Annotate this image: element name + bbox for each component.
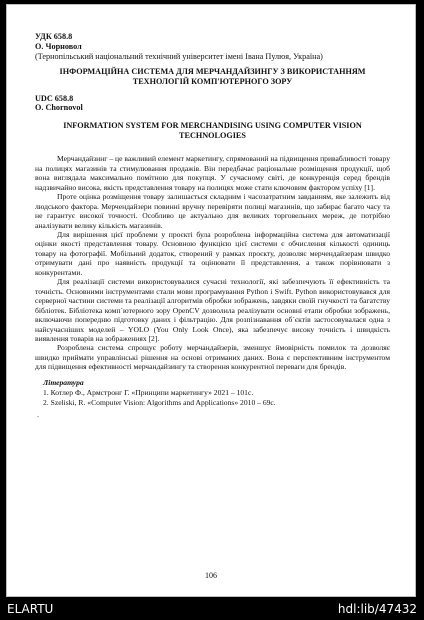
trailing-mark: . <box>37 410 39 420</box>
title-ua: ІНФОРМАЦІЙНА СИСТЕМА ДЛЯ МЕРЧАНДАЙЗИНГУ З ВИКОРИСТАННЯМ ТЕХНОЛОГІЙ КОМП'ЮТЕРНОГО ЗОРУ <box>59 67 366 86</box>
document-page <box>6 4 416 597</box>
handle-identifier: hdl:lib/47432 <box>337 602 417 616</box>
paragraph: Для реалізації системи використовувалися сучасні технології, які забезпечують її ефективність та точність. Основними інструментами стали мови програмування Python і Swift. Python використовувався для серверної частини системи та реалізації алгоритмів обробки зображень, завдяки своїй гнучкості та багатству бібліотек. Бібліотека комп`ютерного зору OpenCV дозволила реалізувати основні етапи обробки зображень, включаючи попередню підготовку даних і фільтрацію. Для розпізнавання об`єктів застосовувалася одна з найсучасніших моделей – YOLO (You Only Look Once), яка забезпечує високу точність і швидкість виявлення товарів на зображеннях [2]. <box>35 277 390 343</box>
paragraph: Для вирішення цієї проблеми у проєкті була розроблена інформаційна система для автоматизації оцінки якості представлення товару. Основною функцією цієї системи є обчислення кількості одиниць товару на фотографії. Мобільний додаток, створений у рамках проєкту, дозволяє мерчендайзерам швидко отримувати дані про наявність продукції та оцінювати її представлення, а також порівнювати з конкурентами. <box>35 229 390 277</box>
author-ua: О. Чорновол <box>35 41 82 51</box>
paragraph: Проте оцінка розміщення товару залишається складним і часозатратним завданням, яке залежить від людського фактора. Мерчендайзери повинні вручну перевіряти полиці магазинів, що забирає багато часу та не гарантує високої точності. Особливо це актуально для великих торговельних мереж, де потрібно аналізувати велику кількість магазинів. <box>35 192 390 230</box>
udc-en: UDC 658.8 <box>35 93 74 103</box>
page-number: 106 <box>205 571 217 580</box>
title-en: INFORMATION SYSTEM FOR MERCHANDISING USING COMPUTER VISION TECHNOLOGIES <box>63 121 362 140</box>
author-en: O. Chornovol <box>35 103 83 113</box>
paragraph: Розроблена система спрощує роботу мерчандайзерів, зменшує ймовірність помилок та дозволяє швидко приймати управлінські рішення на основі отриманих даних. Вона є перспективним інструментом для підвищення ефективності мерчандайзингу та створення конкурентної переваги для брендів. <box>35 343 390 372</box>
paragraph: Мерчандайзинг – це важливий елемент маркетингу, спрямований на підвищення привабливості товару на полицях магазинів та стимулювання продажів. Він передбачає раціональне розміщення продукції, щоб вона виглядала максимально помітною для покупця. У сучасному світі, де конкуренція серед брендів надзвичайно висока, якість представлення товару на полицях може стати ключовим фактором успіху [1]. <box>35 154 391 192</box>
page-content <box>35 32 390 422</box>
reference-item: 1. Котлер Ф., Армстронг Г. «Принципи маркетингу» 2021 – 101с. <box>43 387 254 397</box>
affiliation-ua: (Тернопільський національний технічний університет імені Івана Пулюя, Україна) <box>35 51 323 61</box>
literature-heading: Література <box>43 377 84 387</box>
footer-bar <box>0 597 424 620</box>
reference-item: 2. Szeliski, R. «Computer Vision: Algorithms and Applications» 2010 – 69с. <box>43 397 276 407</box>
repository-name: ELARTU <box>7 602 54 616</box>
udc-ua: УДК 658.8 <box>35 32 73 41</box>
